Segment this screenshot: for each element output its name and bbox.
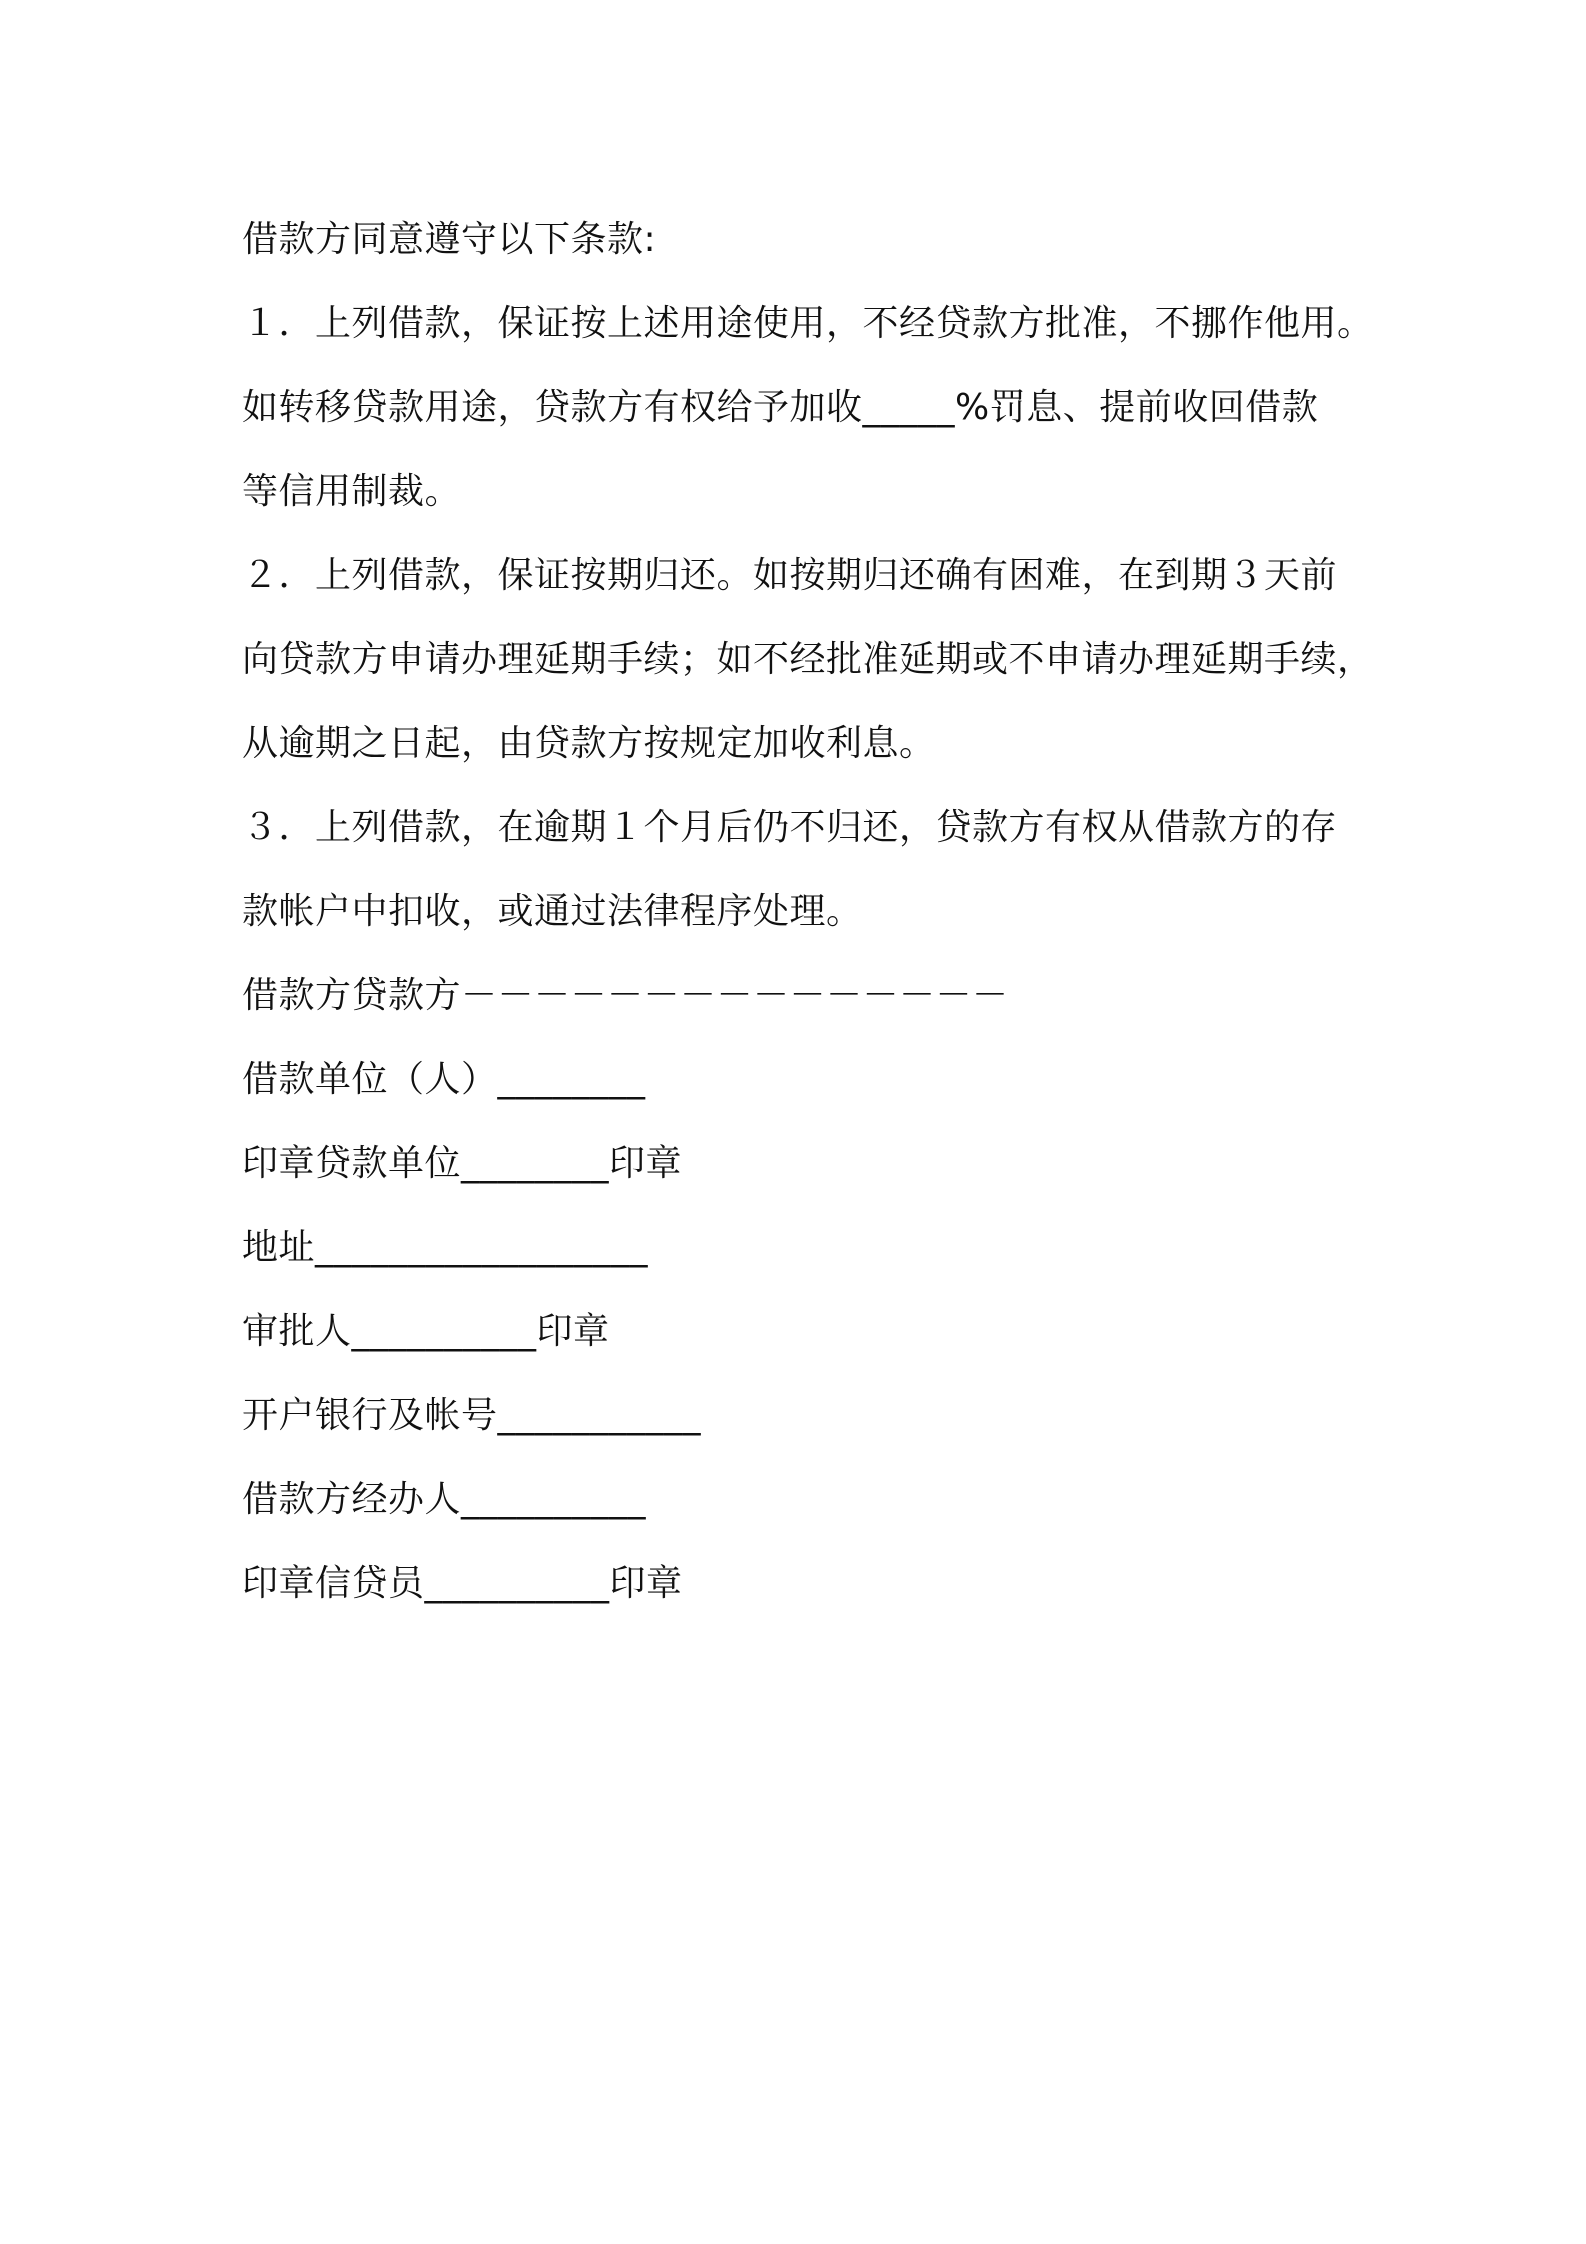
lender-unit-seal-field: 印章贷款单位________印章 xyxy=(242,1143,683,1184)
intro-text: 借款方同意遵守以下条款: xyxy=(242,219,657,260)
clause-2-line-2: 向贷款方申请办理延期手续；如不经批准延期或不申请办理延期手续， xyxy=(242,639,1374,680)
clause-1-line-3: 等信用制裁。 xyxy=(242,471,462,512)
borrower-handler-field: 借款方经办人__________ xyxy=(242,1479,647,1520)
credit-officer-seal-field: 印章信贷员__________印章 xyxy=(242,1563,683,1604)
clause-1-line-1: １．上列借款，保证按上述用途使用，不经贷款方批准，不挪作他用。 xyxy=(242,303,1374,344)
bank-account-field: 开户银行及帐号___________ xyxy=(242,1395,702,1436)
borrower-unit-field: 借款单位（人）________ xyxy=(242,1059,646,1100)
parties-header: 借款方贷款方－－－－－－－－－－－－－－－ xyxy=(242,975,1009,1016)
document-body xyxy=(242,198,1382,1626)
approver-field: 审批人__________印章 xyxy=(242,1311,610,1352)
clause-3-line-1: ３．上列借款，在逾期１个月后仍不归还，贷款方有权从借款方的存 xyxy=(242,807,1338,848)
clause-3-line-2: 款帐户中扣收，或通过法律程序处理。 xyxy=(242,891,863,932)
clause-2-line-1: ２．上列借款，保证按期归还。如按期归还确有困难，在到期３天前 xyxy=(242,555,1338,596)
clause-2-line-3: 从逾期之日起，由贷款方按规定加收利息。 xyxy=(242,723,936,764)
clause-1-line-2: 如转移贷款用途，贷款方有权给予加收_____%罚息、提前收回借款 xyxy=(242,387,1319,428)
address-field: 地址__________________ xyxy=(242,1227,649,1268)
